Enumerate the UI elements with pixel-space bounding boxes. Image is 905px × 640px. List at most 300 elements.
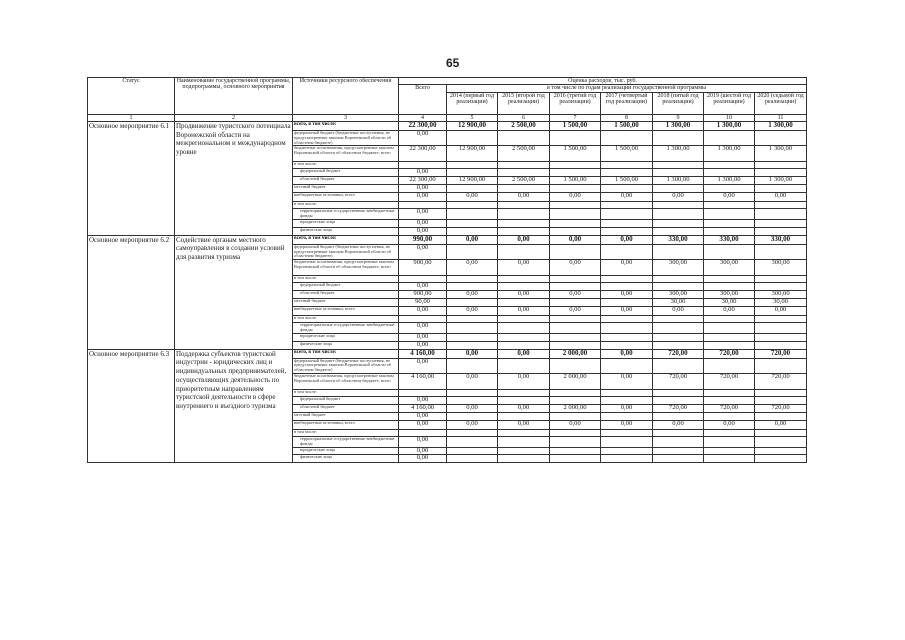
amount-cell bbox=[755, 209, 807, 220]
amount-cell bbox=[498, 283, 550, 291]
amount-cell bbox=[498, 169, 550, 177]
amount-cell bbox=[550, 299, 601, 307]
amount-cell bbox=[653, 390, 704, 397]
amount-cell bbox=[447, 316, 498, 323]
amount-cell bbox=[601, 130, 653, 146]
amount-cell bbox=[447, 227, 498, 235]
amount-cell bbox=[447, 162, 498, 169]
amount-cell bbox=[550, 447, 601, 455]
amount-cell: 720,00 bbox=[653, 349, 704, 358]
amount-cell bbox=[601, 341, 653, 349]
amount-cell bbox=[704, 429, 755, 436]
amount-cell: 330,00 bbox=[704, 235, 755, 244]
amount-cell bbox=[653, 276, 704, 283]
amount-cell bbox=[755, 412, 807, 420]
amount-cell bbox=[498, 390, 550, 397]
amount-cell bbox=[601, 209, 653, 220]
column-number: 6 bbox=[498, 114, 550, 121]
amount-cell: 720,00 bbox=[704, 405, 755, 413]
header-sources: Источники ресурсного обеспечения bbox=[293, 78, 399, 115]
amount-cell: 22 300,00 bbox=[399, 146, 447, 162]
amount-cell bbox=[498, 209, 550, 220]
amount-cell bbox=[704, 219, 755, 227]
amount-cell bbox=[755, 283, 807, 291]
amount-cell bbox=[601, 244, 653, 260]
header-year: 2018 (пятый год реализации) bbox=[653, 92, 704, 114]
funding-source-label: местный бюджет bbox=[293, 299, 399, 307]
amount-cell: 4 160,00 bbox=[399, 405, 447, 413]
amount-cell bbox=[755, 436, 807, 447]
amount-cell bbox=[755, 390, 807, 397]
amount-cell: 1 300,00 bbox=[653, 146, 704, 162]
amount-cell: 1 500,00 bbox=[601, 177, 653, 185]
amount-cell bbox=[550, 341, 601, 349]
amount-cell bbox=[755, 227, 807, 235]
amount-cell: 0,00 bbox=[399, 209, 447, 220]
amount-cell bbox=[704, 323, 755, 334]
amount-cell: 1 300,00 bbox=[704, 146, 755, 162]
amount-cell bbox=[447, 276, 498, 283]
amount-cell bbox=[601, 169, 653, 177]
amount-cell bbox=[653, 358, 704, 374]
funding-source-label: в том числе: bbox=[293, 390, 399, 397]
amount-cell: 0,00 bbox=[498, 405, 550, 413]
amount-cell bbox=[601, 202, 653, 209]
amount-cell: 300,00 bbox=[653, 291, 704, 299]
amount-cell: 720,00 bbox=[755, 349, 807, 358]
amount-cell bbox=[601, 447, 653, 455]
amount-cell bbox=[704, 162, 755, 169]
amount-cell bbox=[601, 358, 653, 374]
amount-cell: 0,00 bbox=[755, 420, 807, 429]
amount-cell bbox=[704, 436, 755, 447]
amount-cell bbox=[550, 316, 601, 323]
amount-cell: 0,00 bbox=[550, 291, 601, 299]
amount-cell bbox=[704, 390, 755, 397]
column-number: 10 bbox=[704, 114, 755, 121]
column-number: 3 bbox=[293, 114, 399, 121]
amount-cell bbox=[550, 130, 601, 146]
amount-cell bbox=[447, 397, 498, 405]
amount-cell bbox=[653, 283, 704, 291]
amount-cell: 4 160,00 bbox=[399, 374, 447, 390]
amount-cell bbox=[704, 227, 755, 235]
amount-cell bbox=[653, 130, 704, 146]
amount-cell bbox=[755, 397, 807, 405]
amount-cell bbox=[399, 276, 447, 283]
amount-cell bbox=[550, 412, 601, 420]
amount-cell: 30,00 bbox=[653, 299, 704, 307]
amount-cell bbox=[653, 447, 704, 455]
amount-cell bbox=[447, 209, 498, 220]
amount-cell bbox=[498, 219, 550, 227]
amount-cell: 0,00 bbox=[498, 235, 550, 244]
amount-cell bbox=[601, 429, 653, 436]
activity-status: Основное мероприятие 6.3 bbox=[88, 349, 175, 463]
amount-cell bbox=[704, 412, 755, 420]
amount-cell bbox=[498, 162, 550, 169]
amount-cell bbox=[447, 429, 498, 436]
amount-cell: 0,00 bbox=[601, 307, 653, 316]
activity-status: Основное мероприятие 6.1 bbox=[88, 121, 175, 235]
amount-cell: 22 300,00 bbox=[399, 177, 447, 185]
amount-cell: 0,00 bbox=[447, 374, 498, 390]
amount-cell bbox=[447, 390, 498, 397]
amount-cell bbox=[755, 202, 807, 209]
amount-cell bbox=[550, 390, 601, 397]
amount-cell bbox=[447, 447, 498, 455]
amount-cell: 0,00 bbox=[550, 193, 601, 202]
amount-cell bbox=[498, 323, 550, 334]
funding-source-label: территориальные государственные внебюджетные фонды bbox=[293, 436, 399, 447]
header-program-name: Наименование государственной программы, подпрограммы, основного мероприятия bbox=[175, 78, 293, 115]
amount-cell bbox=[399, 390, 447, 397]
amount-cell: 0,00 bbox=[498, 307, 550, 316]
amount-cell: 0,00 bbox=[601, 260, 653, 276]
funding-source-label: физические лица bbox=[293, 341, 399, 349]
amount-cell: 720,00 bbox=[653, 405, 704, 413]
amount-cell: 330,00 bbox=[755, 235, 807, 244]
amount-cell: 0,00 bbox=[550, 235, 601, 244]
amount-cell bbox=[601, 276, 653, 283]
amount-cell bbox=[498, 227, 550, 235]
amount-cell: 2 000,00 bbox=[550, 405, 601, 413]
funding-source-label: территориальные государственные внебюджетные фонды bbox=[293, 323, 399, 334]
amount-cell: 0,00 bbox=[399, 193, 447, 202]
amount-cell bbox=[399, 429, 447, 436]
funding-source-label: юридические лица bbox=[293, 333, 399, 341]
funding-source-label: всего, в том числе: bbox=[293, 121, 399, 130]
amount-cell: 0,00 bbox=[601, 349, 653, 358]
amount-cell bbox=[601, 455, 653, 463]
amount-cell bbox=[498, 185, 550, 193]
amount-cell: 0,00 bbox=[653, 193, 704, 202]
funding-source-label: областной бюджет bbox=[293, 177, 399, 185]
amount-cell: 12 900,00 bbox=[447, 121, 498, 130]
amount-cell bbox=[704, 130, 755, 146]
amount-cell: 0,00 bbox=[498, 291, 550, 299]
amount-cell bbox=[653, 323, 704, 334]
amount-cell bbox=[447, 323, 498, 334]
amount-cell bbox=[447, 130, 498, 146]
amount-cell bbox=[601, 219, 653, 227]
amount-cell bbox=[601, 333, 653, 341]
amount-cell bbox=[704, 244, 755, 260]
amount-cell: 0,00 bbox=[399, 185, 447, 193]
amount-cell: 990,00 bbox=[399, 235, 447, 244]
amount-cell: 0,00 bbox=[498, 193, 550, 202]
header-total: Всего bbox=[399, 85, 447, 114]
budget-table bbox=[87, 77, 807, 463]
amount-cell bbox=[447, 412, 498, 420]
amount-cell bbox=[704, 202, 755, 209]
amount-cell: 0,00 bbox=[399, 412, 447, 420]
amount-cell: 1 500,00 bbox=[601, 146, 653, 162]
amount-cell: 1 300,00 bbox=[704, 121, 755, 130]
amount-cell: 0,00 bbox=[399, 447, 447, 455]
amount-cell bbox=[653, 455, 704, 463]
amount-cell: 0,00 bbox=[601, 374, 653, 390]
amount-cell: 30,00 bbox=[755, 299, 807, 307]
amount-cell bbox=[399, 162, 447, 169]
amount-cell bbox=[601, 323, 653, 334]
funding-source-label: федеральный бюджет bbox=[293, 283, 399, 291]
column-number: 9 bbox=[653, 114, 704, 121]
amount-cell bbox=[447, 202, 498, 209]
amount-cell: 0,00 bbox=[755, 193, 807, 202]
amount-cell bbox=[653, 333, 704, 341]
header-year: 2016 (третий год реализации) bbox=[550, 92, 601, 114]
amount-cell: 0,00 bbox=[399, 219, 447, 227]
amount-cell bbox=[447, 299, 498, 307]
amount-cell: 300,00 bbox=[704, 260, 755, 276]
amount-cell bbox=[498, 202, 550, 209]
amount-cell bbox=[447, 358, 498, 374]
header-estimate: Оценка расходов, тыс. руб. bbox=[399, 78, 807, 85]
amount-cell bbox=[755, 341, 807, 349]
column-number: 11 bbox=[755, 114, 807, 121]
amount-cell: 1 500,00 bbox=[601, 121, 653, 130]
amount-cell bbox=[399, 316, 447, 323]
funding-source-label: областной бюджет bbox=[293, 291, 399, 299]
amount-cell bbox=[447, 244, 498, 260]
amount-cell bbox=[498, 299, 550, 307]
amount-cell: 0,00 bbox=[399, 341, 447, 349]
amount-cell bbox=[550, 358, 601, 374]
amount-cell bbox=[653, 436, 704, 447]
header-by-years: в том числе по годам реализации государственной программы bbox=[447, 85, 807, 92]
amount-cell bbox=[498, 341, 550, 349]
amount-cell bbox=[704, 333, 755, 341]
header-year: 2015 (второй год реализации) bbox=[498, 92, 550, 114]
amount-cell bbox=[755, 169, 807, 177]
amount-cell bbox=[447, 169, 498, 177]
amount-cell: 720,00 bbox=[704, 374, 755, 390]
header-year: 2014 (первый год реализации) bbox=[447, 92, 498, 114]
amount-cell: 0,00 bbox=[550, 307, 601, 316]
amount-cell bbox=[704, 283, 755, 291]
amount-cell: 0,00 bbox=[399, 397, 447, 405]
funding-source-label: юридические лица bbox=[293, 447, 399, 455]
amount-cell: 720,00 bbox=[704, 349, 755, 358]
amount-cell: 12 900,00 bbox=[447, 177, 498, 185]
amount-cell bbox=[755, 323, 807, 334]
amount-cell: 0,00 bbox=[653, 420, 704, 429]
amount-cell bbox=[704, 341, 755, 349]
amount-cell: 1 300,00 bbox=[755, 146, 807, 162]
amount-cell: 0,00 bbox=[447, 307, 498, 316]
amount-cell bbox=[755, 447, 807, 455]
amount-cell bbox=[498, 316, 550, 323]
amount-cell: 2 500,00 bbox=[498, 121, 550, 130]
amount-cell bbox=[601, 283, 653, 291]
amount-cell bbox=[653, 316, 704, 323]
amount-cell: 0,00 bbox=[601, 291, 653, 299]
amount-cell: 0,00 bbox=[399, 436, 447, 447]
amount-cell bbox=[755, 162, 807, 169]
funding-source-label: бюджетные ассигнования, предусмотренные законом Воронежской области об областном бюджете, всего bbox=[293, 146, 399, 162]
amount-cell: 300,00 bbox=[755, 260, 807, 276]
amount-cell bbox=[755, 316, 807, 323]
amount-cell bbox=[498, 397, 550, 405]
amount-cell: 0,00 bbox=[704, 193, 755, 202]
amount-cell: 0,00 bbox=[399, 130, 447, 146]
amount-cell: 1 300,00 bbox=[704, 177, 755, 185]
amount-cell bbox=[550, 283, 601, 291]
amount-cell: 0,00 bbox=[399, 358, 447, 374]
amount-cell: 300,00 bbox=[653, 260, 704, 276]
amount-cell bbox=[704, 185, 755, 193]
amount-cell bbox=[498, 412, 550, 420]
amount-cell: 0,00 bbox=[447, 405, 498, 413]
amount-cell bbox=[498, 436, 550, 447]
amount-cell: 0,00 bbox=[550, 260, 601, 276]
funding-source-label: местный бюджет bbox=[293, 412, 399, 420]
funding-source-label: внебюджетные источники, всего bbox=[293, 420, 399, 429]
amount-cell bbox=[447, 436, 498, 447]
amount-cell bbox=[755, 358, 807, 374]
amount-cell bbox=[447, 219, 498, 227]
amount-cell: 1 500,00 bbox=[550, 121, 601, 130]
amount-cell bbox=[704, 455, 755, 463]
amount-cell: 0,00 bbox=[399, 333, 447, 341]
amount-cell bbox=[653, 219, 704, 227]
amount-cell: 0,00 bbox=[498, 349, 550, 358]
table-row bbox=[88, 121, 807, 130]
funding-source-label: в том числе: bbox=[293, 202, 399, 209]
amount-cell bbox=[447, 283, 498, 291]
amount-cell: 0,00 bbox=[755, 307, 807, 316]
funding-source-label: внебюджетные источники, всего bbox=[293, 193, 399, 202]
amount-cell bbox=[601, 316, 653, 323]
column-number: 4 bbox=[399, 114, 447, 121]
funding-source-label: в том числе: bbox=[293, 276, 399, 283]
amount-cell bbox=[704, 447, 755, 455]
amount-cell: 0,00 bbox=[704, 420, 755, 429]
amount-cell bbox=[755, 333, 807, 341]
amount-cell bbox=[498, 447, 550, 455]
activity-name: Поддержка субъектов туристской индустрии - юридических лиц и индивидуальных предпринимателей, осуществляющих деятельность по приоритетным направлениям туристской деятельности в сфере внутреннего и въездного туризма bbox=[175, 349, 293, 463]
column-number: 2 bbox=[175, 114, 293, 121]
amount-cell: 0,00 bbox=[399, 420, 447, 429]
amount-cell: 0,00 bbox=[601, 420, 653, 429]
funding-source-label: областной бюджет bbox=[293, 405, 399, 413]
amount-cell bbox=[704, 358, 755, 374]
amount-cell: 0,00 bbox=[601, 405, 653, 413]
amount-cell: 1 500,00 bbox=[550, 177, 601, 185]
amount-cell bbox=[653, 227, 704, 235]
amount-cell bbox=[550, 397, 601, 405]
amount-cell: 1 300,00 bbox=[755, 177, 807, 185]
activity-name: Продвижение туристского потенциала Воронежской области на межрегиональном и международном уровне bbox=[175, 121, 293, 235]
amount-cell bbox=[498, 130, 550, 146]
amount-cell bbox=[498, 244, 550, 260]
amount-cell bbox=[550, 333, 601, 341]
amount-cell: 300,00 bbox=[755, 291, 807, 299]
amount-cell bbox=[755, 185, 807, 193]
amount-cell: 2 000,00 bbox=[550, 349, 601, 358]
amount-cell bbox=[704, 316, 755, 323]
amount-cell bbox=[755, 276, 807, 283]
amount-cell: 4 160,00 bbox=[399, 349, 447, 358]
amount-cell bbox=[498, 429, 550, 436]
funding-source-label: бюджетные ассигнования, предусмотренные законом Воронежской области об областном бюджете, всего bbox=[293, 374, 399, 390]
amount-cell bbox=[755, 455, 807, 463]
amount-cell: 1 300,00 bbox=[653, 121, 704, 130]
amount-cell bbox=[653, 244, 704, 260]
amount-cell bbox=[601, 162, 653, 169]
amount-cell: 720,00 bbox=[755, 374, 807, 390]
amount-cell bbox=[755, 429, 807, 436]
amount-cell bbox=[550, 436, 601, 447]
amount-cell: 0,00 bbox=[399, 323, 447, 334]
amount-cell bbox=[653, 412, 704, 420]
amount-cell bbox=[755, 244, 807, 260]
amount-cell bbox=[447, 455, 498, 463]
header-status: Статус bbox=[88, 78, 175, 115]
amount-cell: 0,00 bbox=[447, 420, 498, 429]
amount-cell bbox=[498, 333, 550, 341]
amount-cell: 0,00 bbox=[447, 291, 498, 299]
amount-cell bbox=[550, 227, 601, 235]
header-year: 2017 (четвертый год реализации) bbox=[601, 92, 653, 114]
amount-cell: 0,00 bbox=[653, 307, 704, 316]
funding-source-label: федеральный бюджет (бюджетные поступления, не предусмотренные законом Воронежской области об областном бюджете) bbox=[293, 130, 399, 146]
amount-cell bbox=[601, 412, 653, 420]
amount-cell: 0,00 bbox=[399, 169, 447, 177]
amount-cell bbox=[399, 202, 447, 209]
amount-cell bbox=[653, 202, 704, 209]
funding-source-label: федеральный бюджет bbox=[293, 169, 399, 177]
amount-cell bbox=[550, 209, 601, 220]
activity-name: Содействие органам местного самоуправления в создании условий для развития туризма bbox=[175, 235, 293, 349]
amount-cell: 0,00 bbox=[498, 374, 550, 390]
amount-cell bbox=[601, 397, 653, 405]
amount-cell: 0,00 bbox=[601, 235, 653, 244]
funding-source-label: физические лица bbox=[293, 227, 399, 235]
funding-source-label: всего, в том числе: bbox=[293, 349, 399, 358]
amount-cell bbox=[653, 162, 704, 169]
amount-cell: 1 500,00 bbox=[550, 146, 601, 162]
funding-source-label: федеральный бюджет (бюджетные поступления, не предусмотренные законом Воронежской области об областном бюджете) bbox=[293, 358, 399, 374]
funding-source-label: в том числе: bbox=[293, 162, 399, 169]
amount-cell bbox=[755, 130, 807, 146]
amount-cell bbox=[704, 397, 755, 405]
amount-cell: 900,00 bbox=[399, 291, 447, 299]
amount-cell: 1 300,00 bbox=[755, 121, 807, 130]
amount-cell bbox=[704, 209, 755, 220]
amount-cell bbox=[601, 299, 653, 307]
amount-cell bbox=[653, 185, 704, 193]
amount-cell bbox=[755, 219, 807, 227]
amount-cell bbox=[550, 429, 601, 436]
amount-cell bbox=[550, 276, 601, 283]
amount-cell: 0,00 bbox=[447, 193, 498, 202]
amount-cell: 0,00 bbox=[399, 307, 447, 316]
amount-cell: 2 500,00 bbox=[498, 177, 550, 185]
amount-cell bbox=[498, 276, 550, 283]
amount-cell: 0,00 bbox=[550, 420, 601, 429]
column-number: 8 bbox=[601, 114, 653, 121]
amount-cell bbox=[498, 455, 550, 463]
amount-cell: 0,00 bbox=[447, 235, 498, 244]
amount-cell: 90,00 bbox=[399, 299, 447, 307]
amount-cell bbox=[550, 169, 601, 177]
amount-cell: 0,00 bbox=[399, 227, 447, 235]
amount-cell: 0,00 bbox=[498, 420, 550, 429]
amount-cell bbox=[498, 358, 550, 374]
funding-source-label: федеральный бюджет (бюджетные поступления, не предусмотренные законом Воронежской области об областном бюджете) bbox=[293, 244, 399, 260]
